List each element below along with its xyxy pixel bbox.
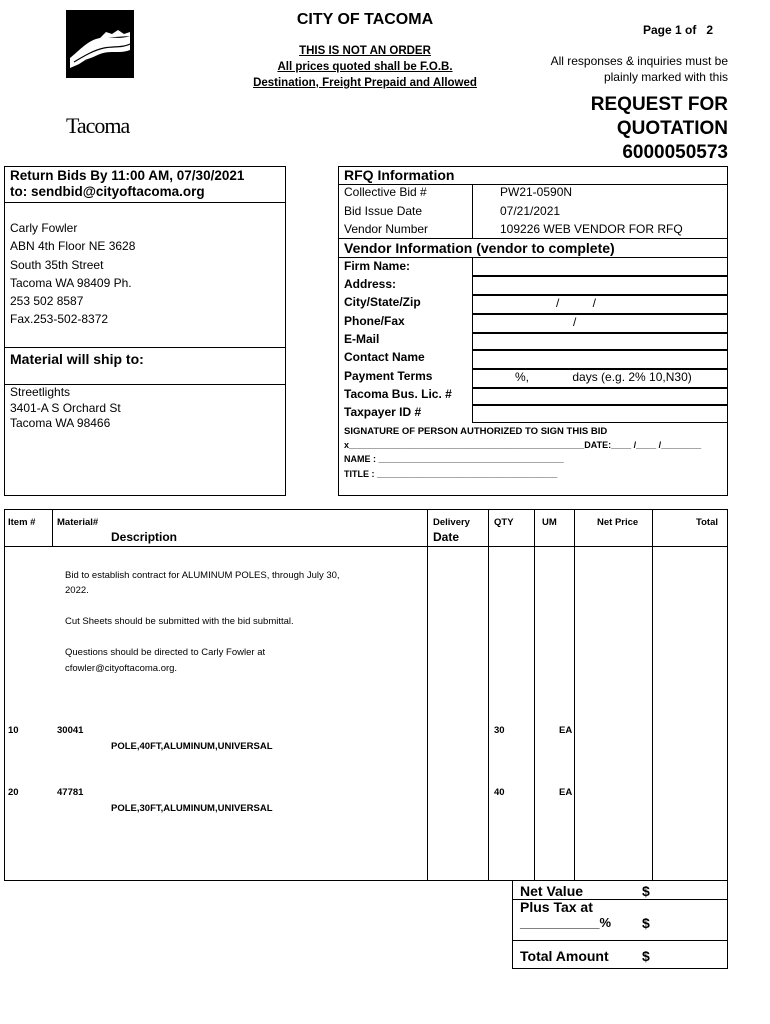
name-line[interactable]: NAME : _____________________________________ — [344, 454, 564, 464]
total-amount-label: Total Amount — [520, 948, 609, 964]
vendor-label-taxpayer-id: Taxpayer ID # — [344, 405, 422, 419]
vendor-label-phone-fax: Phone/Fax — [344, 314, 405, 328]
return-bids-line-1: Return Bids By 11:00 AM, 07/30/2021 — [10, 168, 245, 183]
business-license-field[interactable] — [472, 388, 728, 405]
contact-line: Tacoma WA 98409 Ph. — [10, 275, 132, 290]
rfq-title-2: QUOTATION — [616, 118, 728, 139]
vendor-info-heading: Vendor Information (vendor to complete) — [344, 240, 615, 256]
net-value-currency: $ — [642, 883, 650, 899]
contact-name-field[interactable] — [472, 350, 728, 369]
col-total: Total — [696, 517, 718, 528]
row-material-number: 30041 — [57, 725, 84, 736]
page-number: Page 1 of 2 — [643, 23, 714, 37]
email-field[interactable] — [472, 333, 728, 350]
rfq-value-vendor-number: 109226 WEB VENDOR FOR RFQ — [500, 222, 683, 236]
col-qty: QTY — [494, 517, 514, 528]
row-um: EA — [559, 787, 573, 798]
rfq-label-issue-date: Bid Issue Date — [344, 204, 423, 218]
contact-line: 253 502 8587 — [10, 294, 84, 309]
rfq-label-collective-bid: Collective Bid # — [344, 185, 427, 199]
return-bids-box — [4, 166, 286, 496]
responses-line-2: plainly marked with this — [603, 70, 728, 84]
city-state-zip-field[interactable] — [472, 295, 728, 314]
contact-line: Carly Fowler — [10, 221, 78, 235]
payment-terms-hint: %, days (e.g. 2% 10,N30) — [515, 370, 692, 384]
rfq-number: 6000050573 — [622, 142, 728, 163]
contact-block — [10, 219, 135, 329]
rfq-info-heading: RFQ Information — [344, 167, 455, 183]
vendor-label-city-state-zip: City/State/Zip — [344, 295, 421, 309]
ship-to-line: Streetlights — [10, 385, 71, 399]
row-description: POLE,40FT,ALUMINUM,UNIVERSAL — [111, 741, 273, 752]
note-line: cfowler@cityoftacoma.org. — [65, 663, 178, 674]
firm-name-field[interactable] — [472, 257, 728, 276]
city-title: CITY OF TACOMA — [296, 11, 434, 28]
signature-line[interactable]: x_______________________________________________DATE:____ /____ /________ — [344, 440, 702, 450]
vendor-label-contact-name: Contact Name — [344, 350, 425, 364]
ship-to-line: Tacoma WA 98466 — [10, 416, 111, 430]
row-um: EA — [559, 725, 573, 736]
city-of-tacoma-logo — [66, 10, 134, 138]
note-line: Cut Sheets should be submitted with the bid submittal. — [65, 616, 294, 627]
ship-to-address — [10, 385, 121, 432]
note-line: Bid to establish contract for ALUMINUM POLES, through July 30, — [65, 570, 340, 581]
logo-wordmark: Tacoma — [66, 113, 130, 138]
notice-line-1: THIS IS NOT AN ORDER — [299, 45, 431, 57]
col-um: UM — [542, 517, 557, 528]
phone-fax-field[interactable] — [472, 314, 728, 333]
tax-rate-field[interactable]: ___________% — [520, 915, 612, 930]
vendor-label-payment-terms: Payment Terms — [344, 369, 433, 383]
rfq-value-issue-date: 07/21/2021 — [500, 204, 561, 218]
title-line[interactable]: TITLE : ____________________________________ — [344, 469, 558, 479]
row-description: POLE,30FT,ALUMINUM,UNIVERSAL — [111, 803, 273, 814]
vendor-label-firm-name: Firm Name: — [344, 259, 411, 273]
taxpayer-id-field[interactable] — [472, 405, 728, 423]
signature-heading: SIGNATURE OF PERSON AUTHORIZED TO SIGN THIS BID — [344, 426, 608, 437]
col-net-price: Net Price — [597, 517, 639, 528]
city-state-zip-separators: / / — [556, 296, 597, 310]
note-line: 2022. — [65, 585, 89, 596]
items-table — [4, 509, 728, 881]
col-delivery: Delivery — [433, 517, 470, 528]
row-material-number: 47781 — [57, 787, 84, 798]
col-item: Item # — [8, 517, 36, 528]
return-bids-email: to: sendbid@cityoftacoma.org — [10, 184, 205, 199]
contact-line: South 35th Street — [10, 257, 104, 272]
tax-currency: $ — [642, 915, 650, 931]
contact-line: ABN 4th Floor NE 3628 — [10, 239, 136, 254]
rfq-label-vendor-number: Vendor Number — [344, 222, 429, 236]
address-field[interactable] — [472, 276, 728, 295]
row-item-number: 20 — [8, 787, 19, 798]
row-qty: 30 — [494, 725, 505, 736]
notice-line-2: All prices quoted shall be F.O.B. — [277, 61, 453, 73]
note-line: Questions should be directed to Carly Fowler at — [65, 647, 266, 658]
vendor-label-email: E-Mail — [344, 332, 380, 346]
responses-line-1: All responses & inquiries must be — [550, 54, 728, 68]
phone-fax-separator: / — [573, 315, 577, 329]
col-material: Material# — [57, 517, 99, 528]
notice-line-3: Destination, Freight Prepaid and Allowed — [253, 77, 477, 89]
net-value-label: Net Value — [520, 883, 584, 899]
rfq-title-1: REQUEST FOR — [590, 94, 728, 115]
ship-to-line: 3401-A S Orchard St — [10, 400, 121, 415]
total-amount-currency: $ — [642, 948, 650, 964]
plus-tax-label: Plus Tax at — [520, 899, 593, 915]
row-item-number: 10 — [8, 725, 19, 736]
vendor-label-business-license: Tacoma Bus. Lic. # — [344, 387, 452, 401]
contact-line: Fax.253-502-8372 — [10, 312, 109, 327]
col-date: Date — [433, 530, 460, 544]
rfq-value-collective-bid: PW21-0590N — [500, 185, 573, 199]
ship-to-heading: Material will ship to: — [10, 351, 144, 367]
row-qty: 40 — [494, 787, 505, 798]
col-description: Description — [111, 530, 178, 544]
vendor-label-address: Address: — [344, 277, 397, 291]
